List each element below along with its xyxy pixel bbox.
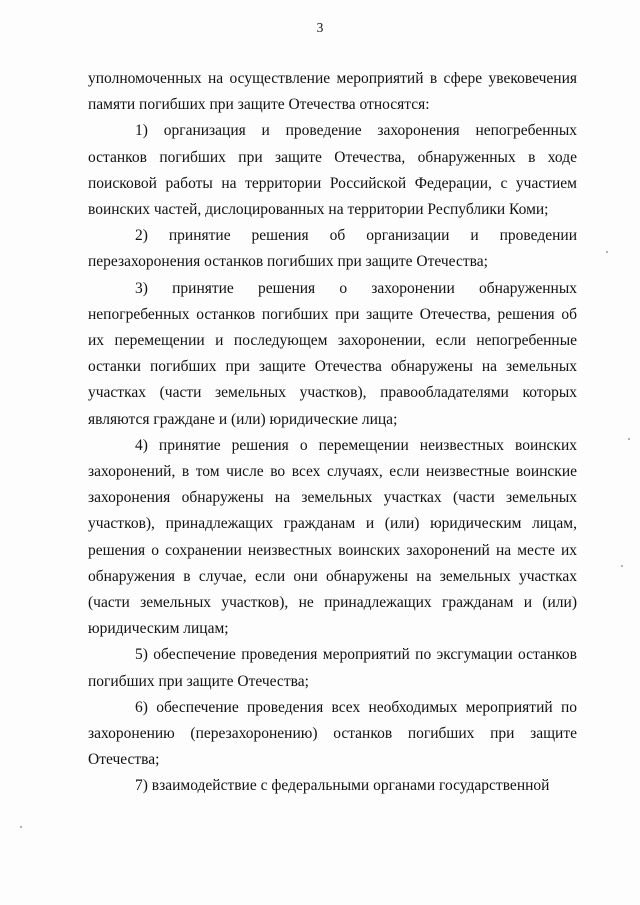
- paragraph-item-7: 7) взаимодействие с федеральными органами государственной: [135, 777, 550, 795]
- paragraph-item-2: 2) принятие решения об организации и проведении перезахоронения останков погибших при защите Отечества;: [88, 227, 577, 271]
- paragraph-item-6: 6) обеспечение проведения всех необходимых мероприятий по захоронению (перезахоронению) останков погибших при защите Отечества;: [88, 698, 577, 769]
- page-number: 3: [316, 20, 324, 35]
- paragraph-item-5: 5) обеспечение проведения мероприятий по эксгумации останков погибших при защите Отечества;: [88, 646, 577, 690]
- paragraph-item-1: 1) организация и проведение захоронения непогребенных останков погибших при защите Отечества, обнаруженных в ходе поисковой работы на территории Российской Федерации, с участием воинских частей, дислоцированных на территории Республики Коми;: [88, 122, 577, 219]
- paragraph-item-4: 4) принятие решения о перемещении неизвестных воинских захоронений, в том числе во всех случаях, если неизвестные воинские захоронения обнаружены на земельных участках (части земельных участков), принадлежащих гражданам и (или) юридическим лицам, решения о сохранении неизвестных воинских захоронений на месте их обнаружения в случае, если они обнаружены на земельных участках (части земельных участков), не принадлежащих гражданам и (или) юридическим лицам;: [88, 436, 577, 638]
- scan-speck: [606, 251, 608, 253]
- scan-speck: [628, 438, 630, 440]
- scan-speck: [20, 826, 22, 828]
- paragraph-item-3: 3) принятие решения о захоронении обнаруженных непогребенных останков погибших при защите Отечества, решения об их перемещении и последующем захоронении, если непогребенные останки погибших при защите Отечества обнаружены на земельных участках (части земельных участков), правообладателями которых являются граждане и (или) юридические лица;: [88, 279, 577, 428]
- document-body: [88, 66, 577, 800]
- scan-speck: [621, 565, 623, 567]
- paragraph-intro: уполномоченных на осуществление мероприятий в сфере увековечения памяти погибших при защите Отечества относятся:: [88, 70, 577, 114]
